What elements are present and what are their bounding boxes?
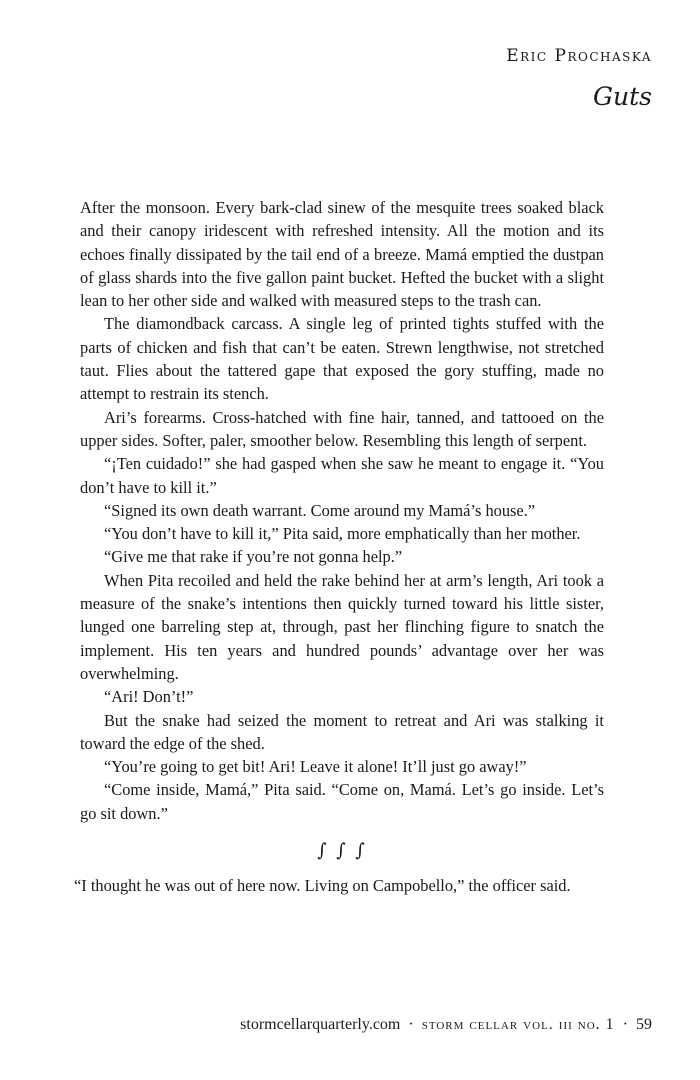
page-number: 59 — [636, 1016, 652, 1033]
paragraph-3: Ari’s forearms. Cross-hatched with fine hair, tanned, and tattooed on the upper sides. Softer, paler, smoother below. Resembling this length of serpent. — [80, 407, 604, 450]
paragraph-8: When Pita recoiled and held the rake behind her at arm’s length, Ari took a measure of the snake’s intentions then quickly turned toward his little sister, lunged one barreling step at, through, past her flinching figure to snatch the implement. His ten years and hundred pounds’ advantage over her was overwhelming. — [80, 570, 604, 683]
paragraph-1: After the monsoon. Every bark-clad sinew of the mesquite trees soaked black and their canopy iridescent with refreshed intensity. All the motion and its echoes finally dissipated by the tail end of a breeze. Mamá emptied the dustpan of glass shards into the five gallon paint bucket. Hefted the bucket with a slight lean to her other side and walked with measured steps to the trash can. — [80, 198, 604, 311]
footer-journal: storm cellar vol. iii no. 1 — [421, 1016, 615, 1033]
footer-separator-2: · — [622, 1016, 628, 1033]
paragraph-4: “¡Ten cuidado!” she had gasped when she saw he meant to engage it. “You don’t have to kill it.” — [80, 454, 604, 497]
paragraph-after-break: “I thought he was out of here now. Living on Campobello,” the officer said. — [74, 876, 571, 896]
author-name: Eric Prochaska — [506, 46, 652, 66]
paragraph-11: “You’re going to get bit! Ari! Leave it alone! It’ll just go away!” — [104, 757, 527, 777]
story-title: Guts — [593, 82, 652, 111]
story-body — [74, 196, 604, 898]
footer-website: stormcellarquarterly.com — [240, 1016, 401, 1033]
paragraph-2: The diamondback carcass. A single leg of printed tights stuffed with the parts of chicken and fish that can’t be eaten. Strewn lengthwise, not stretched taut. Flies about the tattered gape that exposed the gory stuffing, made no attempt to restrain its stench. — [80, 314, 604, 404]
paragraph-6: “You don’t have to kill it,” Pita said, more emphatically than her mother. — [104, 524, 581, 544]
paragraph-12: “Come inside, Mamá,” Pita said. “Come on, Mamá. Let’s go inside. Let’s go sit down.” — [80, 780, 604, 823]
paragraph-10: But the snake had seized the moment to retreat and Ari was stalking it toward the edge of the shed. — [80, 710, 604, 753]
paragraph-9: “Ari! Don’t!” — [104, 687, 194, 707]
paragraph-7: “Give me that rake if you’re not gonna help.” — [104, 547, 403, 567]
paragraph-5: “Signed its own death warrant. Come around my Mamá’s house.” — [104, 500, 536, 520]
footer-separator-1: · — [408, 1016, 414, 1033]
page-footer — [240, 1016, 652, 1034]
section-separator: ∫ ∫ ∫ — [317, 840, 367, 862]
